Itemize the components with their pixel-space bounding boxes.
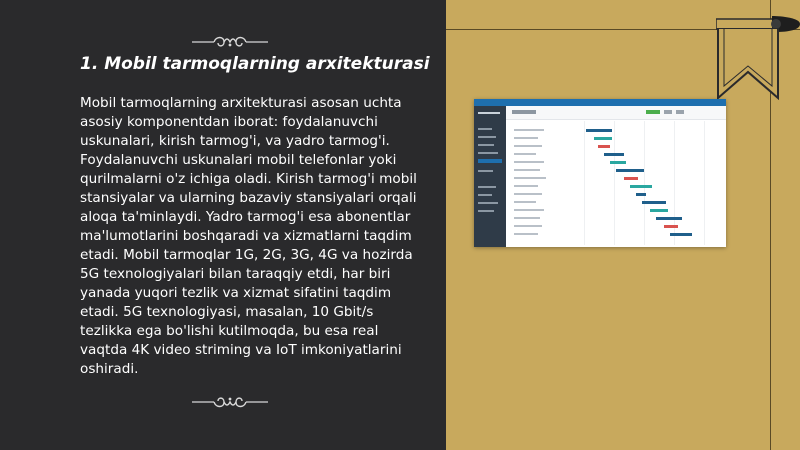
task-label xyxy=(514,177,546,179)
gantt-bar xyxy=(656,217,682,220)
sidebar-line xyxy=(478,136,496,138)
task-label xyxy=(514,225,542,227)
scroll-ornament-icon xyxy=(192,394,268,410)
slide-title: 1. Mobil tarmoqlarning arxitekturasi xyxy=(80,54,430,74)
screenshot-header-bar xyxy=(474,99,726,106)
embedded-screenshot xyxy=(474,99,726,247)
gantt-bar xyxy=(604,153,624,156)
task-label xyxy=(514,233,538,235)
gantt-bar xyxy=(598,145,610,148)
gantt-bar xyxy=(610,161,626,164)
task-label xyxy=(514,193,542,195)
task-label xyxy=(514,161,544,163)
screenshot-toolbar xyxy=(506,106,726,120)
task-label xyxy=(514,137,538,139)
task-label xyxy=(514,129,544,131)
gantt-bar xyxy=(670,233,692,236)
gantt-bar xyxy=(630,185,652,188)
task-label xyxy=(514,217,540,219)
bookmark-scroll-icon xyxy=(716,28,780,100)
sidebar-line xyxy=(478,210,494,212)
gantt-bar xyxy=(636,193,646,196)
sidebar-line xyxy=(478,194,492,196)
task-label xyxy=(514,209,544,211)
slide-body-text: Mobil tarmoqlarning arxitekturasi asosan uchta asosiy komponentdan iborat: foydalanuvchi uskunalari, kirish tarmog'i, va yadro tarmog'i. Foydalanuvchi uskunalari mobil telefonlar yoki qurilmalarni o'z ichiga oladi. Kirish tarmog'i mobil stansiyalar va ularning bazaviy stansiyalari orqali aloqa ta'minlaydi. Yadro tarmog'i esa abonentlar ma'lumotlarini boshqaradi va xizmatlarni taqdim etadi. Mobil tarmoqlar 1G, 2G, 3G, 4G va hozirda 5G texnologiyalari bilan taraqqiy etdi, har biri yanada yuqori tezlik va xizmat sifatini taqdim etadi. 5G texnologiyasi, masalan, 10 Gbit/s tezlikka ega bo'lishi kutilmoqda, bu esa real vaqtda 4K video striming va IoT imkoniyatlarini oshiradi. xyxy=(80,95,417,377)
toolbar-chip xyxy=(664,110,672,114)
gantt-grid-line xyxy=(614,121,615,245)
gantt-bar xyxy=(616,169,644,172)
sidebar-line xyxy=(478,152,498,154)
sidebar-active-line xyxy=(478,159,502,163)
task-label xyxy=(514,185,538,187)
gantt-bar xyxy=(624,177,638,180)
screenshot-sidebar xyxy=(474,106,506,247)
gantt-grid-line xyxy=(584,121,585,245)
gantt-bar xyxy=(642,201,666,204)
sidebar-line xyxy=(478,170,493,172)
toolbar-chip xyxy=(646,110,660,114)
sidebar-line xyxy=(478,144,494,146)
task-label xyxy=(514,169,540,171)
gantt-bar xyxy=(586,129,612,132)
gantt-bar xyxy=(650,209,668,212)
sidebar-line xyxy=(478,128,492,130)
task-label xyxy=(514,153,536,155)
sidebar-line xyxy=(478,112,500,114)
sidebar-line xyxy=(478,186,496,188)
gantt-bar xyxy=(594,137,612,140)
gantt-grid-line xyxy=(644,121,645,245)
task-label xyxy=(514,145,542,147)
toolbar-chip xyxy=(676,110,684,114)
sidebar-line xyxy=(478,202,498,204)
task-label xyxy=(514,201,536,203)
gantt-bar xyxy=(664,225,678,228)
scroll-ornament-icon xyxy=(192,34,268,50)
gantt-grid-line xyxy=(704,121,705,245)
toolbar-line xyxy=(512,110,536,114)
